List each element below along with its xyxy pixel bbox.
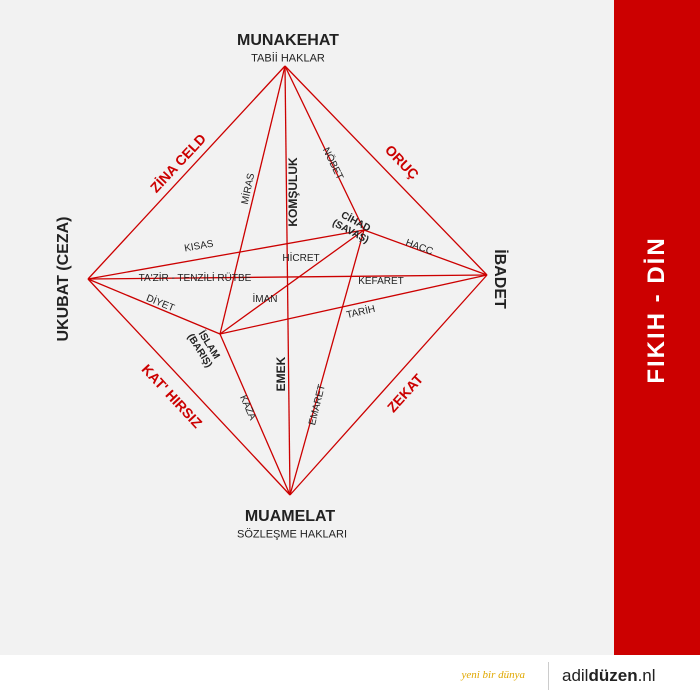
edge-label-top-right: ORUÇ — [381, 141, 423, 183]
line-label-tarih: TARİH — [345, 303, 377, 322]
line-label-hicret: HİCRET — [282, 253, 320, 264]
line-label-tazir: TA'ZİR - TENZİLİ RÜTBE — [138, 273, 252, 284]
line-cihad-bottom — [290, 230, 364, 495]
brand-bold: düzen — [588, 666, 638, 685]
line-label-kisas: KISAS — [183, 238, 215, 255]
line-label-iman: İMAN — [252, 294, 278, 305]
edge-bottom-left — [88, 279, 290, 495]
footer-divider — [548, 662, 549, 690]
line-top-bottom — [285, 66, 290, 495]
line-label-komsuluk: KOMŞULUK — [286, 157, 300, 227]
edge-label-bottom-left: KAT' HIRSIZ — [138, 360, 206, 432]
brand-tail: .nl — [637, 666, 656, 685]
vertex-bottom-title: MUAMELAT — [244, 508, 336, 525]
edge-label-bottom-right: ZEKAT — [383, 370, 427, 416]
line-label-miras: MİRAS — [239, 172, 258, 206]
vertex-top-subtitle: TABİİ HAKLAR — [251, 52, 325, 65]
brand-plain: adil — [562, 666, 589, 685]
line-label-diyet: DİYET — [144, 292, 176, 315]
side-title: FIKIH - DİN — [643, 236, 670, 384]
line-label-kaza: KAZA — [237, 393, 258, 422]
line-label-kefaret: KEFARET — [358, 276, 404, 287]
vertex-bottom-subtitle: SÖZLEŞME HAKLARI — [236, 528, 348, 541]
edge-label-top-left: ZİNA CELD — [146, 130, 210, 196]
edge-top-right — [285, 66, 487, 275]
node-cihad: CİHAD (SAVAŞ) — [330, 209, 373, 247]
line-label-emaret: EMARET — [307, 383, 328, 427]
brand-logo[interactable] — [562, 666, 656, 686]
line-left-cihad — [88, 230, 364, 279]
footer-tagline: yeni bir dünya — [461, 669, 525, 681]
line-label-hacc: HACC — [403, 237, 435, 258]
node-islam: İSLAM (BARIŞ) — [184, 328, 222, 370]
line-label-nobet: NÖBET — [319, 145, 345, 182]
vertex-top-title: MUNAKEHAT — [237, 32, 339, 49]
line-label-emek: EMEK — [274, 356, 288, 392]
vertex-left-title: UKUBAT (CEZA) — [55, 216, 72, 342]
vertex-right-title: İBADET — [491, 249, 508, 309]
